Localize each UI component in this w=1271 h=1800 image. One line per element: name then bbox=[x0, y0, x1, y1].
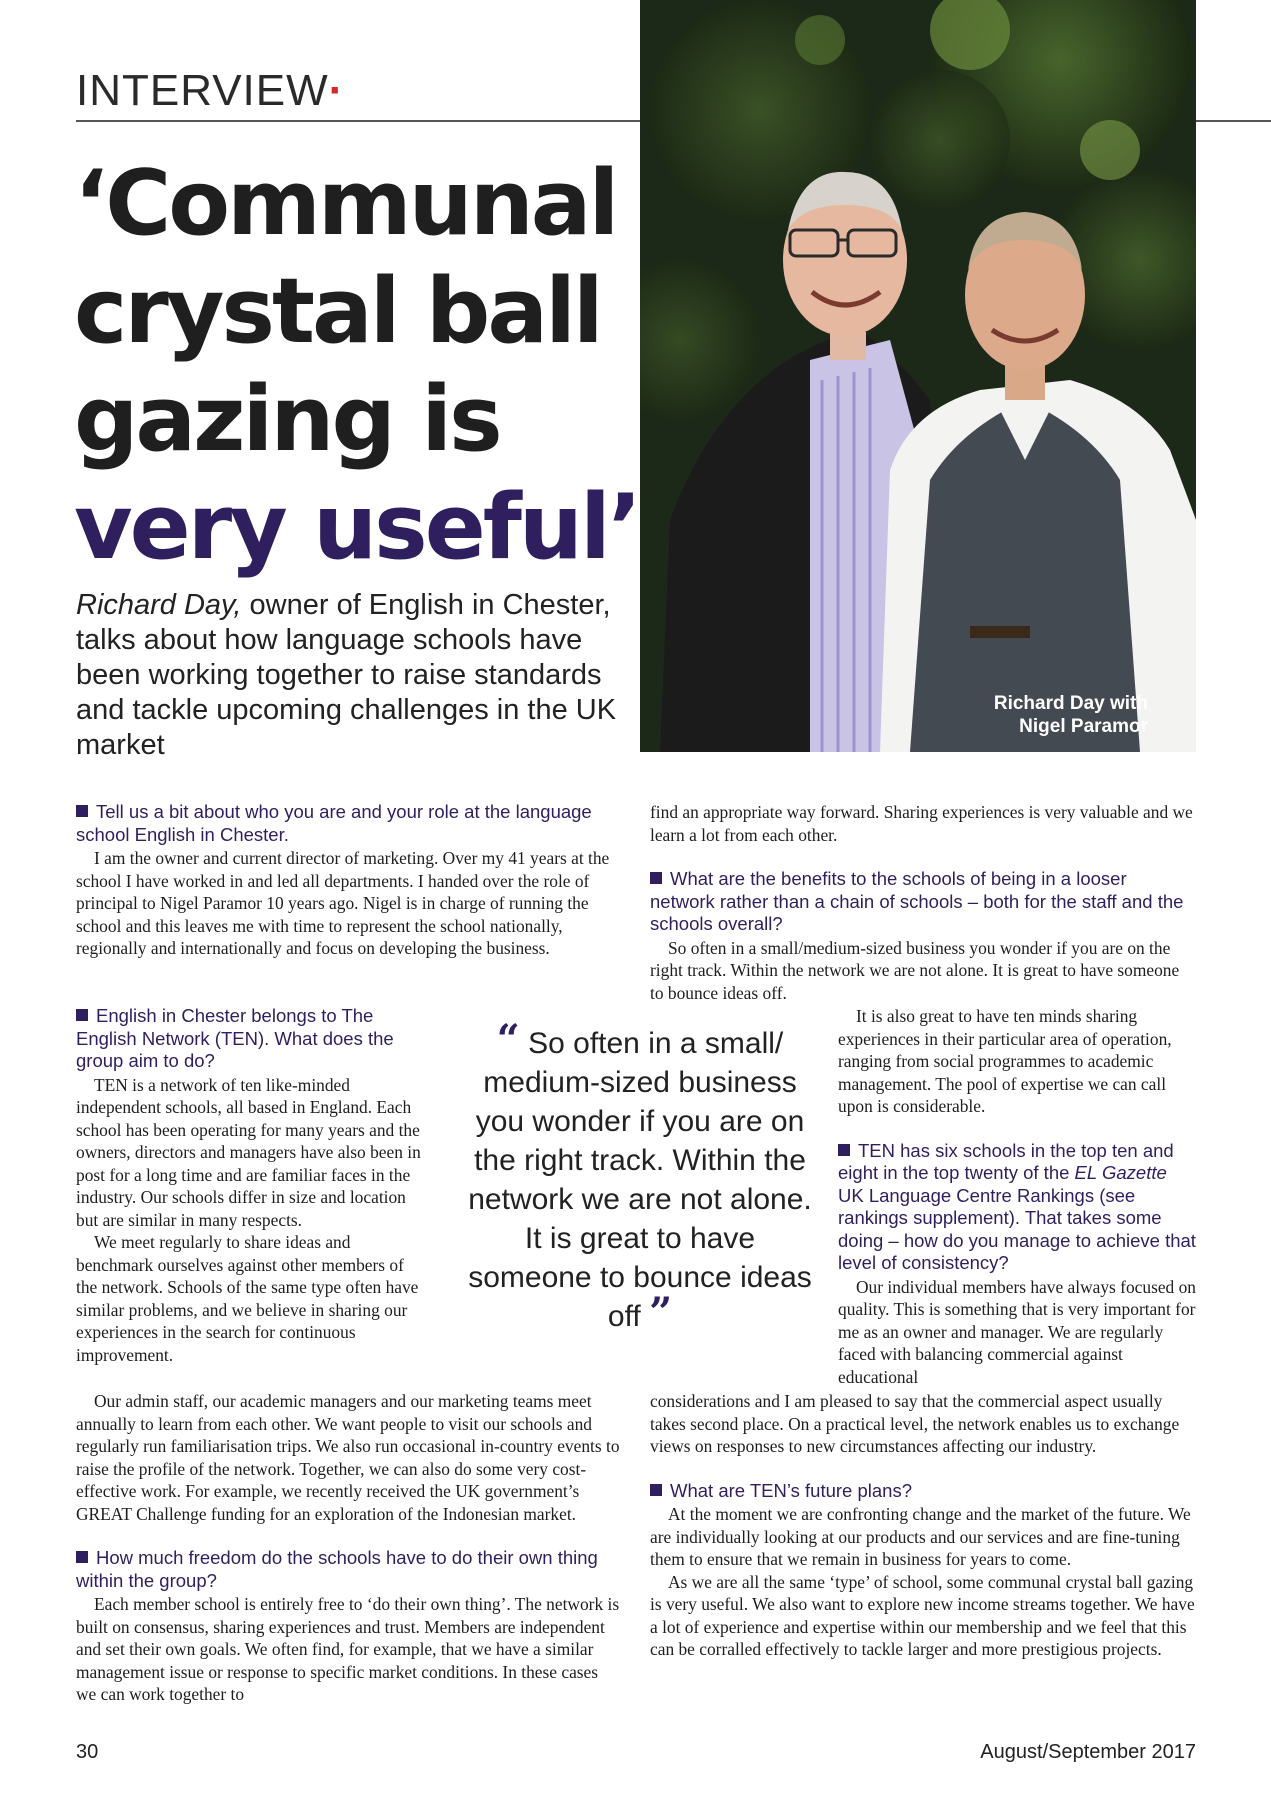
standfirst-text: owner of English in Chester, talks about how language schools have been working together to raise standards and tackle upcoming challenges in the UK market bbox=[76, 589, 617, 761]
col1-q1-block bbox=[76, 801, 616, 960]
answer-paragraph: It is also great to have ten minds sharing experiences in their particular area of operation, ranging from social programmes to academic management. The pool of expertise we can call upon is considerable. bbox=[838, 1006, 1172, 1116]
question-heading bbox=[650, 868, 1196, 936]
answer-paragraph: Each member school is entirely free to ‘do their own thing’. The network is built on consensus, sharing experiences and trust. Members are independent and set their own goals. We often find, for example, that we have a similar management issue or response to specific market conditions. In these cases we can work together to bbox=[76, 1594, 620, 1704]
answer-paragraph: Our admin staff, our academic managers and our marketing teams meet annually to learn from each other. We want people to visit our schools and regularly run familiarisation trips. We also run occasional in-country events to raise the profile of the network. Together, we can also do some very cost-effective work. For example, we recently received the UK government’s GREAT Challenge funding for an exploration of the Indonesian market. bbox=[76, 1391, 620, 1524]
headline-line-4: very useful’ bbox=[74, 475, 640, 580]
answer-paragraph: At the moment we are confronting change and the market of the future. We are individually looking at our products and our services and are fine-tuning them to ensure that we remain in business for years to come. bbox=[650, 1504, 1191, 1569]
headline-line-3: gazing is bbox=[74, 367, 500, 472]
col1-q3-block bbox=[76, 1390, 620, 1706]
col2-narrow-block bbox=[838, 1005, 1196, 1388]
section-label-text: INTERVIEW bbox=[76, 66, 329, 115]
interview-photo bbox=[640, 0, 1196, 752]
col2-bottom-block bbox=[650, 1390, 1196, 1661]
pull-quote-text: So often in a small/ medium-sized business you wonder if you are on the right track. Within the network we are not alone. It is great to have someone to bounce ideas off bbox=[468, 1027, 812, 1333]
header-rule-left bbox=[76, 120, 640, 122]
answer-paragraph: So often in a small/medium-sized business you wonder if you are on the right track. Within the network we are not alone. It is great to have someone to bounce ideas off. bbox=[650, 937, 1180, 1003]
question-text: How much freedom do the schools have to do their own thing within the group? bbox=[76, 1547, 598, 1591]
headline bbox=[74, 150, 654, 582]
open-quote-icon: “ bbox=[496, 1016, 520, 1063]
bullet-square-icon bbox=[650, 872, 662, 884]
close-quote-icon: ” bbox=[649, 1289, 673, 1336]
question-text: Tell us a bit about who you are and your role at the language school English in Chester. bbox=[76, 801, 592, 845]
answer-paragraph: Our individual members have always focused on quality. This is something that is very important for me as an owner and manager. We are regularly faced with balancing commercial against educational bbox=[838, 1276, 1196, 1387]
headline-line-1: ‘Communal bbox=[74, 151, 617, 256]
answer-paragraph: find an appropriate way forward. Sharing experiences is very valuable and we learn a lot from each other. bbox=[650, 802, 1193, 845]
question-heading bbox=[76, 1005, 428, 1073]
col2-top-block bbox=[650, 801, 1196, 1004]
caption-line-1: Richard Day with bbox=[993, 693, 1148, 714]
answer-paragraph: I am the owner and current director of marketing. Over my 41 years at the school I have worked in and led all departments. I handed over the role of principal to Nigel Paramor 10 years ago. Nigel is in charge of running the school and this leaves me with time to represent the school nationally, regionally and internationally and focus on developing the business. bbox=[76, 848, 610, 958]
section-dot: · bbox=[328, 66, 345, 115]
headline-line-2: crystal ball bbox=[74, 259, 601, 364]
photo-caption bbox=[994, 692, 1148, 738]
answer-paragraph: considerations and I am pleased to say that the commercial aspect usually takes second place. On a practical level, the network enables us to exchange views on responses to new circumstances affecting our industry. bbox=[650, 1391, 1180, 1456]
question-heading bbox=[76, 801, 616, 846]
question-text: English in Chester belongs to The English Network (TEN). What does the group aim to do? bbox=[76, 1005, 394, 1071]
photo-illustration bbox=[640, 0, 1196, 752]
question-text: What are TEN’s future plans? bbox=[670, 1479, 912, 1501]
answer-paragraph: As we are all the same ‘type’ of school, some communal crystal ball gazing is very useful. We also want to explore new income streams together. We have a lot of experience and expertise within our membership and we feel that this can be corralled effectively to tackle larger and more prestigious projects. bbox=[650, 1571, 1195, 1659]
question-heading bbox=[76, 1547, 620, 1592]
question-text: What are the benefits to the schools of being in a looser network rather than a chain of schools – both for the staff and the schools overall? bbox=[650, 868, 1184, 934]
question-text-part-2: UK Language Centre Rankings (see rankings supplement). That takes some doing – how do you manage to achieve that level of consistency? bbox=[838, 1184, 1196, 1273]
question-text-publication: EL Gazette bbox=[1074, 1162, 1167, 1183]
col1-q2-block bbox=[76, 1005, 428, 1366]
bullet-square-icon bbox=[76, 1551, 88, 1563]
section-label bbox=[76, 66, 344, 116]
page-number: 30 bbox=[76, 1741, 99, 1763]
question-heading bbox=[838, 1140, 1196, 1275]
bullet-square-icon bbox=[76, 805, 88, 817]
bullet-square-icon bbox=[838, 1144, 850, 1156]
standfirst-name: Richard Day, bbox=[76, 589, 242, 621]
caption-line-2: Nigel Paramor bbox=[1019, 716, 1148, 737]
question-text-part-1: TEN has six schools in the top ten and eight in the top twenty of the bbox=[838, 1139, 1174, 1183]
pull-quote bbox=[460, 1016, 820, 1336]
answer-paragraph: TEN is a network of ten like-minded independent schools, all based in England. Each school has been operating for many years and the owners, directors and managers have also been in post for a long time and are familiar faces in the industry. Our schools differ in size and location but are similar in many respects. bbox=[76, 1074, 421, 1230]
header-rule-right bbox=[1196, 120, 1271, 122]
question-heading bbox=[650, 1480, 1196, 1503]
bullet-square-icon bbox=[76, 1009, 88, 1021]
issue-date: August/September 2017 bbox=[980, 1741, 1196, 1763]
standfirst bbox=[76, 588, 636, 763]
bullet-square-icon bbox=[650, 1484, 662, 1496]
answer-paragraph: We meet regularly to share ideas and benchmark ourselves against other members of the network. Schools of the same type often have similar problems, and we believe in sharing our experiences in the search for continuous improvement. bbox=[76, 1232, 419, 1365]
